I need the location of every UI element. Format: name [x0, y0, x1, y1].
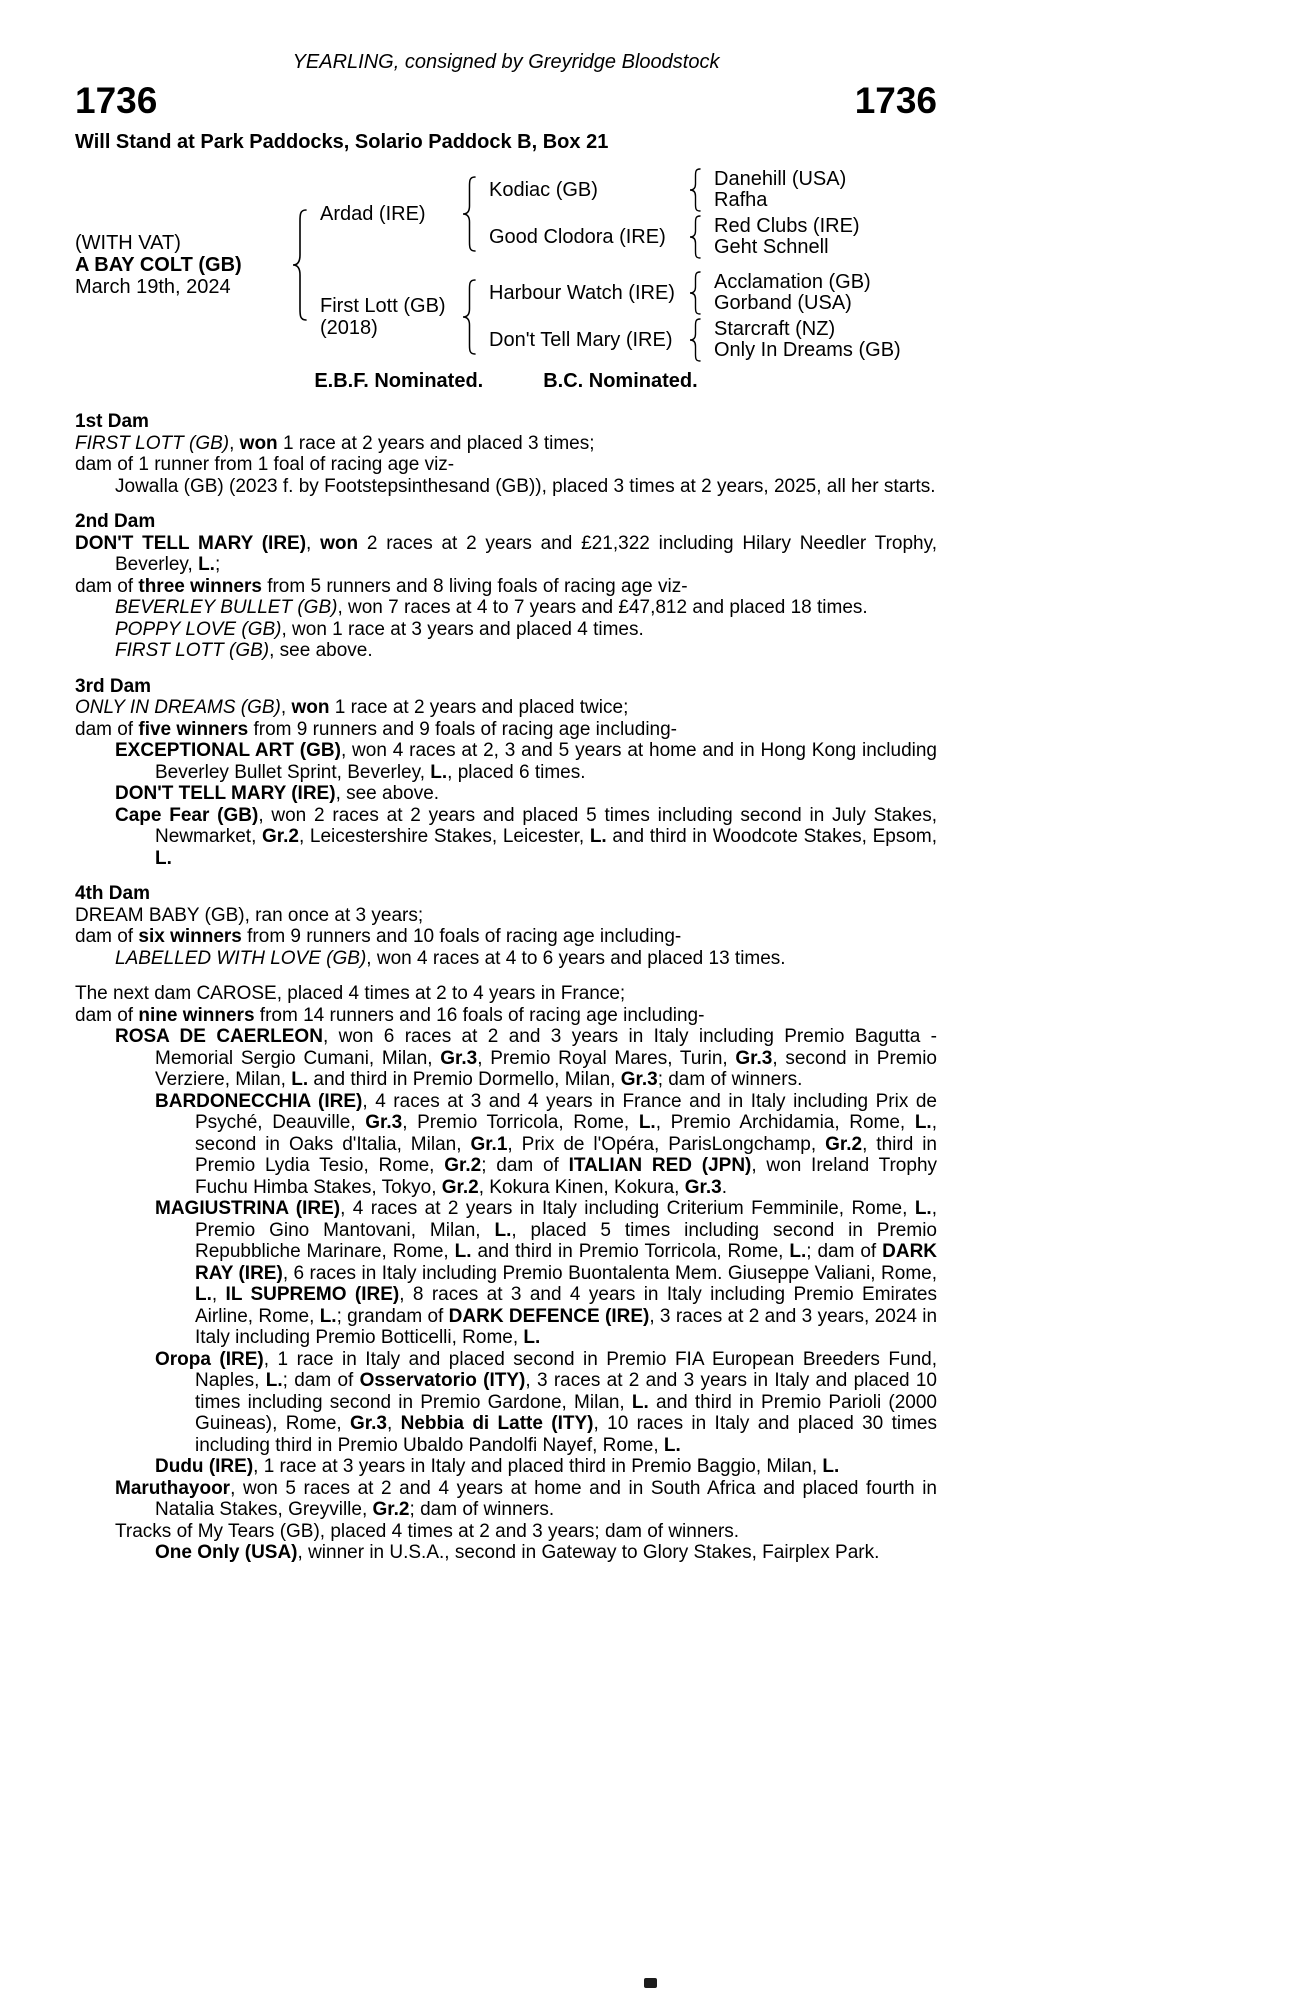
- ancestor-name: Geht Schnell: [714, 236, 829, 258]
- sire-parents-column: [477, 168, 860, 259]
- pedigree-paragraph: [75, 454, 937, 476]
- text-segment: L.: [454, 1241, 472, 1262]
- text-segment: dam of 1 runner from 1 foal of racing age viz-: [75, 454, 455, 475]
- text-segment: Gr.3: [350, 1413, 388, 1434]
- ancestor-name: Red Clubs (IRE): [714, 215, 860, 237]
- ebf-nominated-label: E.B.F. Nominated.: [314, 370, 484, 392]
- text-segment: MAGIUSTRINA (IRE): [155, 1198, 341, 1219]
- brace-large-icon: [290, 209, 308, 321]
- text-segment: Osservatorio (ITY): [359, 1370, 526, 1391]
- text-segment: Dudu (IRE): [155, 1456, 254, 1477]
- pedigree-paragraph: [75, 983, 937, 1005]
- text-segment: , won 6 races at 2 and 3 years in Italy including Premio Bagutta - Memorial Sergio Cumani, Milan,: [155, 1026, 937, 1069]
- text-segment: , won 4 races at 4 to 6 years and placed 13 times.: [366, 947, 786, 969]
- horse-info: [75, 232, 290, 298]
- text-segment: L.: [822, 1456, 840, 1477]
- text-segment: L.: [430, 761, 448, 783]
- dam-heading: 1st Dam: [75, 411, 149, 432]
- text-segment: DON'T TELL MARY (IRE): [75, 532, 307, 554]
- text-segment: , won 1 race at 3 years and placed 4 times.: [281, 618, 644, 640]
- text-segment: L.: [589, 826, 607, 847]
- ancestor-name: Starcraft (NZ): [714, 318, 836, 340]
- text-segment: , second in Premio Verziere, Milan,: [155, 1047, 937, 1090]
- pedigree-paragraph: [75, 948, 937, 970]
- nominations-row: [75, 370, 937, 393]
- text-segment: L.: [319, 1305, 337, 1327]
- pedigree-paragraph: [75, 597, 937, 619]
- text-segment: , winner in U.S.A., second in Gateway to Glory Stakes, Fairplex Park.: [297, 1542, 880, 1563]
- text-segment: and third in Premio Dormello, Milan,: [308, 1069, 621, 1090]
- text-segment: , placed 6 times.: [447, 761, 586, 783]
- ancestor-name: Danehill (USA): [714, 168, 847, 190]
- text-segment: Gr.3: [684, 1176, 722, 1198]
- text-segment: , Premio Gino Mantovani, Milan,: [195, 1198, 937, 1241]
- text-segment: six winners: [138, 926, 242, 947]
- text-segment: ;: [214, 554, 221, 575]
- text-segment: ,: [211, 1284, 226, 1305]
- grandparents-column: [702, 272, 871, 314]
- text-segment: LABELLED WITH LOVE (GB): [115, 947, 367, 969]
- text-segment: , 4 races at 3 and 4 years in France and in Italy including Prix de Psyché, Deauville,: [195, 1090, 937, 1133]
- ancestor-name: Harbour Watch (IRE): [489, 282, 675, 304]
- text-segment: L.: [195, 1284, 212, 1305]
- ancestor-name: Gorband (USA): [714, 292, 852, 314]
- pedigree-paragraph: [75, 1198, 937, 1349]
- text-segment: L.: [631, 1391, 649, 1413]
- pedigree-paragraph: [75, 740, 937, 783]
- sire-name: Ardad (IRE): [320, 202, 426, 225]
- text-segment: Gr.3: [735, 1047, 773, 1069]
- text-segment: L.: [914, 1198, 932, 1219]
- dam-heading: 4th Dam: [75, 883, 150, 904]
- pedigree-paragraph: [75, 783, 937, 805]
- ancestor-name: Kodiac (GB): [489, 179, 598, 201]
- text-segment: Gr.1: [470, 1133, 508, 1155]
- stand-location-line: Will Stand at Park Paddocks, Solario Paddock B, Box 21: [75, 131, 609, 153]
- text-segment: L.: [291, 1069, 309, 1090]
- text-segment: ,: [306, 532, 321, 554]
- dam-name-block: [308, 295, 460, 339]
- pedigree-paragraph: [75, 1005, 937, 1027]
- text-segment: Gr.3: [365, 1112, 403, 1133]
- pedigree-paragraph: [75, 1478, 937, 1521]
- pedigree-paragraph: [75, 1091, 937, 1199]
- pedigree-row-dam-sire: [477, 271, 901, 315]
- ancestor-name: Rafha: [714, 189, 768, 211]
- brace-medium-icon: [460, 176, 477, 252]
- ancestor-name: Acclamation (GB): [714, 271, 871, 293]
- text-segment: three winners: [138, 575, 262, 597]
- text-segment: 1 race at 2 years and placed twice;: [329, 697, 629, 718]
- brace-medium-icon: [460, 279, 477, 355]
- text-segment: IL SUPREMO (IRE): [225, 1284, 400, 1305]
- text-segment: , won 2 races at 2 years and placed 5 times including second in July Stakes, Newmarket,: [155, 804, 937, 847]
- text-segment: , Leicestershire Stakes, Leicester,: [298, 826, 590, 847]
- pedigree-paragraph: [75, 1542, 937, 1564]
- text-segment: ; dam of: [806, 1241, 883, 1262]
- text-segment: , won Ireland Trophy Fuchu Himba Stakes, Tokyo,: [195, 1155, 938, 1198]
- text-segment: dam of: [75, 1004, 139, 1026]
- page-content: [75, 50, 937, 1564]
- text-segment: , 10 races in Italy and placed 30 times including third in Premio Ubaldo Pandolfi Nayef, Rome,: [195, 1413, 937, 1456]
- brace-small-icon: [687, 271, 702, 315]
- text-segment: Gr.2: [372, 1499, 410, 1520]
- bc-nominated-label: B.C. Nominated.: [543, 370, 698, 392]
- text-segment: , 1 race in Italy and placed second in Premio FIA European Breeders Fund, Naples,: [195, 1348, 937, 1391]
- text-segment: One Only (USA): [155, 1542, 298, 1563]
- text-segment: DARK DEFENCE (IRE): [448, 1305, 650, 1327]
- lot-number-row: [75, 82, 937, 120]
- text-segment: , won 4 races at 2, 3 and 5 years at home and in Hong Kong including Beverley Bullet Sprint, Beverley,: [155, 740, 937, 783]
- brace-small-icon: [687, 318, 702, 362]
- text-segment: 1 race at 2 years and placed 3 times;: [277, 432, 595, 454]
- text-segment: , Kokura Kinen, Kokura,: [478, 1176, 685, 1198]
- text-segment: Gr.2: [444, 1155, 482, 1176]
- pedigree-text: [75, 411, 937, 1564]
- text-segment: , 6 races in Italy including Premio Buontalenta Mem. Giuseppe Valiani, Rome,: [282, 1262, 937, 1284]
- pedigree-paragraph: [75, 905, 937, 927]
- text-segment: FIRST LOTT (GB): [75, 432, 230, 454]
- text-segment: Tracks of My Tears (GB), placed 4 times at 2 and 3 years; dam of winners.: [115, 1520, 740, 1542]
- text-segment: ,: [229, 432, 240, 454]
- text-segment: ; grandam of: [336, 1305, 449, 1327]
- text-segment: , won 7 races at 4 to 7 years and £47,812 and placed 18 times.: [337, 597, 868, 618]
- text-segment: The next dam CAROSE, placed 4 times at 2 to 4 years in France;: [75, 983, 626, 1004]
- text-segment: and third in Premio Parioli (2000 Guineas), Rome,: [195, 1391, 937, 1434]
- lot-number-left: 1736: [75, 80, 158, 121]
- text-segment: Gr.2: [262, 826, 299, 847]
- pedigree-paragraph: [75, 619, 937, 641]
- text-segment: ,: [280, 697, 292, 718]
- pedigree-paragraph: [75, 533, 937, 576]
- text-segment: L.: [523, 1327, 541, 1348]
- text-segment: DARK RAY (IRE): [195, 1241, 938, 1284]
- grandparents-column: [702, 216, 860, 258]
- text-segment: , third in Premio Lydia Tesio, Rome,: [195, 1133, 937, 1176]
- text-segment: , 4 races at 2 years in Italy including Criterium Femminile, Rome,: [340, 1198, 915, 1219]
- text-segment: and third in Premio Torricola, Rome,: [471, 1241, 790, 1262]
- dam-parents-column: [477, 271, 901, 362]
- text-segment: , Prix de l'Opéra, ParisLongchamp,: [507, 1133, 826, 1155]
- pedigree-paragraph: [75, 805, 937, 870]
- text-segment: from 9 runners and 9 foals of racing age including-: [248, 718, 678, 740]
- text-segment: , placed 5 times including second in Premio Repubbliche Marinare, Rome,: [195, 1219, 937, 1262]
- pedigree-paragraph: [75, 1456, 937, 1478]
- pedigree-paragraph: [75, 476, 937, 498]
- text-segment: ,: [387, 1413, 401, 1434]
- text-segment: Cape Fear (GB): [115, 804, 259, 826]
- pedigree-paragraph: [75, 576, 937, 598]
- text-segment: dam of: [75, 718, 139, 740]
- pedigree-table: [75, 168, 937, 362]
- lot-number-right: 1736: [854, 80, 937, 121]
- dam-name: First Lott (GB): [320, 294, 446, 317]
- text-segment: from 14 runners and 16 foals of racing age including-: [254, 1004, 705, 1026]
- pedigree-paragraph: [75, 719, 937, 741]
- text-segment: ; dam of: [282, 1370, 360, 1391]
- text-segment: , 8 races at 3 and 4 years in Italy including Premio Emirates Airline, Rome,: [195, 1284, 937, 1327]
- pedigree-row-sire-sire: [477, 168, 860, 212]
- text-segment: .: [721, 1176, 727, 1198]
- text-segment: , Premio Archidamia, Rome,: [655, 1112, 915, 1133]
- text-segment: POPPY LOVE (GB): [115, 618, 282, 640]
- text-segment: Gr.3: [440, 1047, 478, 1069]
- pedigree-paragraph: [75, 433, 937, 455]
- grandparents-column: [702, 319, 901, 361]
- text-segment: ; dam of winners.: [409, 1499, 555, 1520]
- pedigree-paragraph: [75, 1521, 937, 1543]
- text-segment: Maruthayoor: [115, 1477, 231, 1499]
- text-segment: five winners: [138, 718, 249, 740]
- text-segment: Gr.2: [441, 1176, 479, 1198]
- text-segment: Jowalla (GB) (2023 f. by Footstepsinthesand (GB)), placed 3 times at 2 years, 2025, all her starts.: [115, 475, 936, 497]
- text-segment: nine winners: [138, 1004, 255, 1026]
- sire-name-block: [308, 203, 460, 225]
- pedigree-paragraph: [75, 697, 937, 719]
- text-segment: ONLY IN DREAMS (GB): [75, 697, 281, 718]
- text-segment: won: [239, 432, 278, 454]
- text-segment: from 5 runners and 8 living foals of racing age viz-: [261, 575, 688, 597]
- brace-small-icon: [687, 168, 702, 212]
- vat-note: (WITH VAT): [75, 232, 181, 254]
- text-segment: dam of: [75, 926, 139, 947]
- pedigree-row-sire-dam: [477, 215, 860, 259]
- sire-branch: [308, 168, 901, 259]
- dam-heading: 2nd Dam: [75, 511, 156, 532]
- text-segment: , second in Oaks d'Italia, Milan,: [195, 1112, 937, 1155]
- text-segment: , 3 races at 2 and 3 years in Italy and placed 10 times including second in Premio Gardone, Milan,: [195, 1370, 937, 1413]
- text-segment: ROSA DE CAERLEON: [115, 1026, 323, 1047]
- pedigree-paragraph: [75, 926, 937, 948]
- text-segment: Gr.2: [825, 1133, 863, 1155]
- text-segment: , won 5 races at 2 and 4 years at home and in South Africa and placed fourth in Natalia Stakes, Greyville,: [155, 1477, 937, 1520]
- text-segment: , 1 race at 3 years in Italy and placed third in Premio Baggio, Milan,: [253, 1456, 823, 1477]
- ancestor-name: Good Clodora (IRE): [489, 226, 666, 248]
- text-segment: EXCEPTIONAL ART (GB): [115, 740, 341, 761]
- text-segment: , Premio Royal Mares, Turin,: [477, 1047, 736, 1069]
- dam-heading: 3rd Dam: [75, 675, 152, 697]
- dam-branch: [308, 271, 901, 362]
- scan-artifact: [644, 1978, 657, 1988]
- text-segment: Gr.3: [620, 1069, 658, 1090]
- text-segment: dam of: [75, 575, 139, 597]
- pedigree-paragraph: [75, 1026, 937, 1091]
- consignment-line: YEARLING, consigned by Greyridge Bloodstock: [292, 51, 720, 73]
- text-segment: from 9 runners and 10 foals of racing age including-: [241, 926, 682, 947]
- ancestor-name: Only In Dreams (GB): [714, 339, 901, 361]
- pedigree-row-dam-dam: [477, 318, 901, 362]
- text-segment: L.: [198, 554, 215, 575]
- text-segment: L.: [789, 1241, 807, 1262]
- pedigree-paragraph: [75, 1349, 937, 1457]
- text-segment: Oropa (IRE): [155, 1348, 264, 1370]
- pedigree-paragraph: [75, 640, 937, 662]
- text-segment: , see above.: [335, 783, 440, 804]
- text-segment: Nebbia di Latte (ITY): [400, 1413, 594, 1434]
- text-segment: ; dam of: [481, 1155, 569, 1176]
- text-segment: , see above.: [269, 640, 373, 661]
- text-segment: L.: [663, 1434, 681, 1456]
- text-segment: , 3 races at 2 and 3 years, 2024 in Italy including Premio Botticelli, Rome,: [195, 1305, 938, 1348]
- text-segment: DREAM BABY (GB), ran once at 3 years;: [75, 904, 424, 926]
- foal-date: March 19th, 2024: [75, 276, 231, 298]
- text-segment: FIRST LOTT (GB): [115, 640, 270, 661]
- dam-year: (2018): [320, 316, 378, 339]
- text-segment: BARDONECCHIA (IRE): [155, 1090, 363, 1112]
- text-segment: BEVERLEY BULLET (GB): [115, 597, 338, 618]
- generation-1-column: [308, 168, 901, 362]
- text-segment: L.: [914, 1112, 932, 1133]
- text-segment: ; dam of winners.: [657, 1069, 803, 1090]
- grandparents-column: [702, 169, 846, 211]
- ancestor-name: Don't Tell Mary (IRE): [489, 329, 673, 351]
- text-segment: L.: [265, 1370, 283, 1391]
- text-segment: , Premio Torricola, Rome,: [402, 1112, 639, 1133]
- text-segment: DON'T TELL MARY (IRE): [115, 783, 336, 804]
- text-segment: won: [320, 532, 359, 554]
- text-segment: L.: [494, 1219, 512, 1241]
- text-segment: L.: [155, 847, 172, 869]
- text-segment: L.: [638, 1112, 656, 1133]
- horse-name: A BAY COLT (GB): [75, 254, 242, 276]
- text-segment: and third in Woodcote Stakes, Epsom,: [606, 826, 937, 847]
- text-segment: ITALIAN RED (JPN): [568, 1155, 752, 1176]
- brace-small-icon: [687, 215, 702, 259]
- text-segment: 2 races at 2 years and £21,322 including Hilary Needler Trophy, Beverley,: [115, 532, 937, 575]
- text-segment: won: [291, 697, 330, 718]
